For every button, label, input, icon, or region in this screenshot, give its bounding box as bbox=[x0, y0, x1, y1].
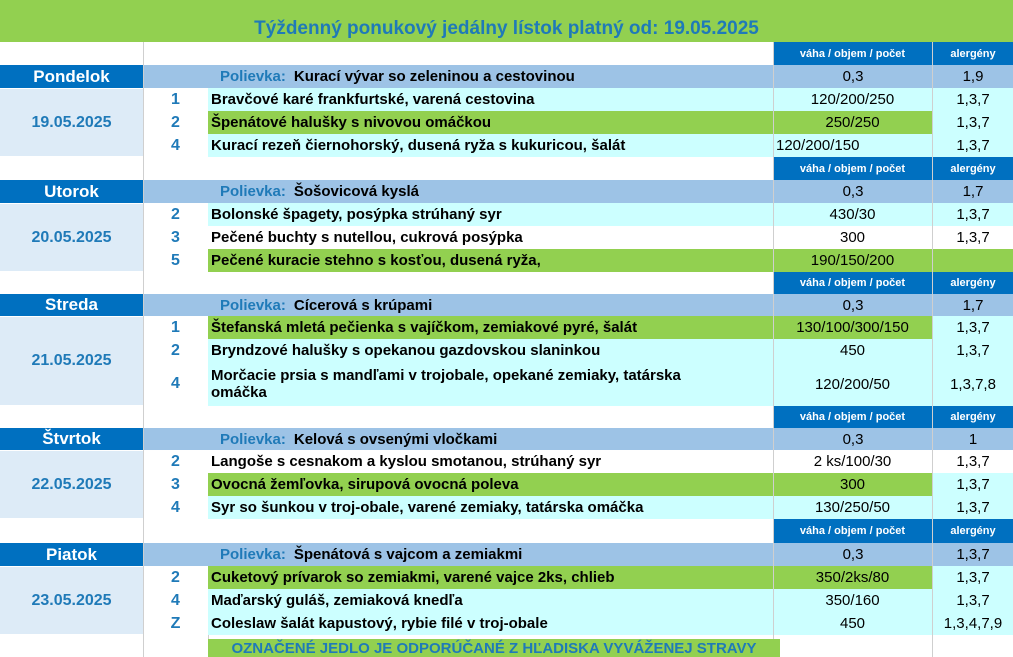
header-spacer bbox=[0, 406, 773, 428]
header-weight: váha / objem / počet bbox=[773, 272, 932, 294]
soup-cell bbox=[143, 428, 773, 450]
dish-name: Pečené kuracie stehno s kosťou, dusená ryža, bbox=[208, 249, 773, 272]
dish-name: Bolonské špagety, posýpka strúhaný syr bbox=[208, 203, 773, 226]
dish-allergens: 1,3,7 bbox=[933, 566, 1013, 589]
dish-number: 1 bbox=[143, 88, 208, 111]
dish-weight: 300 bbox=[773, 473, 932, 496]
header-weight: váha / objem / počet bbox=[773, 157, 932, 180]
header-weight: váha / objem / počet bbox=[773, 42, 932, 65]
column-header-row bbox=[0, 42, 1013, 65]
header-weight: váha / objem / počet bbox=[773, 519, 932, 543]
column-header-row bbox=[0, 519, 1013, 543]
dish-weight: 2 ks/100/30 bbox=[773, 450, 932, 473]
dish-number: 4 bbox=[143, 589, 208, 612]
soup-name: Cícerová s krúpami bbox=[293, 296, 433, 314]
dish-name: Coleslaw šalát kapustový, rybie filé v troj-obale bbox=[208, 612, 773, 635]
dish-name: Bryndzové halušky s opekanou gazdovskou slaninkou bbox=[208, 339, 773, 362]
soup-row bbox=[0, 428, 1013, 450]
dish-allergens: 1,3,7 bbox=[933, 111, 1013, 134]
soup-name: Špenátová s vajcom a zemiakmi bbox=[293, 546, 523, 563]
day-name: Pondelok bbox=[0, 65, 143, 88]
column-header-row bbox=[0, 406, 1013, 428]
dish-row bbox=[0, 226, 1013, 249]
header-spacer bbox=[0, 519, 773, 543]
soup-label: Polievka: bbox=[220, 68, 286, 85]
soup-row bbox=[0, 180, 1013, 203]
day-name: Piatok bbox=[0, 543, 143, 566]
grid-line bbox=[773, 42, 774, 657]
soup-label: Polievka: bbox=[220, 183, 286, 200]
dish-allergens: 1,3,7 bbox=[933, 450, 1013, 473]
dish-number: 4 bbox=[143, 362, 208, 406]
header-allergens: alergény bbox=[933, 519, 1013, 543]
dish-weight: 130/100/300/150 bbox=[773, 316, 932, 339]
dish-number: 4 bbox=[143, 496, 208, 519]
dish-allergens: 1,3,7 bbox=[933, 339, 1013, 362]
dish-row bbox=[0, 473, 1013, 496]
dish-name: Maďarský guláš, zemiaková knedľa bbox=[208, 589, 773, 612]
header-weight: váha / objem / počet bbox=[773, 406, 932, 428]
dish-name: Ovocná žemľovka, sirupová ovocná poleva bbox=[208, 473, 773, 496]
dish-row bbox=[0, 111, 1013, 134]
soup-row bbox=[0, 543, 1013, 566]
soup-weight: 0,3 bbox=[774, 543, 932, 566]
dish-number: 3 bbox=[143, 473, 208, 496]
header-allergens: alergény bbox=[933, 157, 1013, 180]
soup-label: Polievka: bbox=[220, 296, 286, 314]
dish-name-line2: omáčka bbox=[211, 384, 267, 401]
dish-weight: 430/30 bbox=[773, 203, 932, 226]
dish-allergens: 1,3,7 bbox=[933, 473, 1013, 496]
dish-name-line1: Morčacie prsia s mandľami v trojobale, opekané zemiaky, tatárska bbox=[211, 367, 681, 384]
header-allergens: alergény bbox=[933, 42, 1013, 65]
day-date: 23.05.2025 bbox=[0, 566, 143, 635]
dish-name: Langoše s cesnakom a kyslou smotanou, strúhaný syr bbox=[208, 450, 773, 473]
header-spacer bbox=[0, 42, 773, 65]
soup-cell bbox=[143, 180, 773, 203]
dish-number: 2 bbox=[143, 203, 208, 226]
dish-weight: 350/160 bbox=[773, 589, 932, 612]
dish-allergens: 1,3,7 bbox=[933, 496, 1013, 519]
soup-name: Kurací vývar so zeleninou a cestovinou bbox=[293, 68, 575, 85]
dish-allergens: 1,3,7 bbox=[933, 589, 1013, 612]
soup-label: Polievka: bbox=[220, 546, 286, 563]
dish-number: 5 bbox=[143, 249, 208, 272]
grid-line bbox=[932, 42, 933, 657]
soup-row bbox=[0, 65, 1013, 88]
dish-row bbox=[0, 249, 1013, 272]
soup-label: Polievka: bbox=[220, 430, 286, 448]
header-allergens: alergény bbox=[933, 272, 1013, 294]
dish-number: 4 bbox=[143, 134, 208, 157]
dish-number: 3 bbox=[143, 226, 208, 249]
dish-row bbox=[0, 362, 1013, 406]
soup-cell bbox=[143, 294, 773, 316]
soup-name: Šošovicová kyslá bbox=[293, 183, 419, 200]
day-name: Štvrtok bbox=[0, 428, 143, 450]
dish-weight: 120/200/150 bbox=[773, 134, 932, 157]
dish-weight: 450 bbox=[773, 339, 932, 362]
dish-name: Štefanská mletá pečienka s vajíčkom, zemiakové pyré, šalát bbox=[208, 316, 773, 339]
dish-number: 2 bbox=[143, 450, 208, 473]
dish-name: Syr so šunkou v troj-obale, varené zemiaky, tatárska omáčka bbox=[208, 496, 773, 519]
day-name: Streda bbox=[0, 294, 143, 316]
dish-weight: 190/150/200 bbox=[773, 249, 932, 272]
dish-row bbox=[0, 203, 1013, 226]
footer-note: OZNAČENÉ JEDLO JE ODPORÚČANÉ Z HĽADISKA VYVÁŽENEJ STRAVY bbox=[208, 639, 780, 657]
dish-name: Cuketový prívarok so zemiakmi, varené vajce 2ks, chlieb bbox=[208, 566, 773, 589]
soup-row bbox=[0, 294, 1013, 316]
dish-row bbox=[0, 88, 1013, 111]
day-date: 22.05.2025 bbox=[0, 450, 143, 519]
dish-weight: 250/250 bbox=[773, 111, 932, 134]
grid-line bbox=[143, 42, 144, 657]
dish-allergens: 1,3,7 bbox=[933, 203, 1013, 226]
dish-allergens: 1,3,7 bbox=[933, 316, 1013, 339]
day-date: 20.05.2025 bbox=[0, 203, 143, 272]
dish-name: Pečené buchty s nutellou, cukrová posýpka bbox=[208, 226, 773, 249]
dish-number: 2 bbox=[143, 111, 208, 134]
dish-allergens: 1,3,7 bbox=[933, 88, 1013, 111]
soup-cell bbox=[143, 65, 773, 88]
soup-allergens: 1 bbox=[933, 428, 1013, 450]
day-date: 19.05.2025 bbox=[0, 88, 143, 157]
dish-row bbox=[0, 134, 1013, 157]
dish-allergens: 1,3,4,7,9 bbox=[933, 612, 1013, 635]
dish-row bbox=[0, 589, 1013, 612]
dish-name bbox=[208, 362, 773, 406]
soup-weight: 0,3 bbox=[774, 180, 932, 203]
day-name: Utorok bbox=[0, 180, 143, 203]
dish-allergens: 1,3,7 bbox=[933, 134, 1013, 157]
soup-allergens: 1,9 bbox=[933, 65, 1013, 88]
dish-weight: 130/250/50 bbox=[773, 496, 932, 519]
dish-name: Kurací rezeň čiernohorský, dusená ryža s kukuricou, šalát bbox=[208, 134, 773, 157]
dish-row bbox=[0, 612, 1013, 635]
soup-name: Kelová s ovsenými vločkami bbox=[293, 430, 498, 448]
dish-row bbox=[0, 339, 1013, 362]
soup-allergens: 1,7 bbox=[933, 294, 1013, 316]
dish-name: Špenátové halušky s nivovou omáčkou bbox=[208, 111, 773, 134]
dish-weight: 300 bbox=[773, 226, 932, 249]
soup-weight: 0,3 bbox=[774, 294, 932, 316]
dish-weight: 120/200/250 bbox=[773, 88, 932, 111]
dish-weight: 450 bbox=[773, 612, 932, 635]
menu-title: Týždenný ponukový jedálny lístok platný od: 19.05.2025 bbox=[0, 0, 1013, 42]
dish-row bbox=[0, 450, 1013, 473]
dish-number: 2 bbox=[143, 566, 208, 589]
soup-allergens: 1,3,7 bbox=[933, 543, 1013, 566]
header-spacer bbox=[0, 157, 773, 180]
dish-row bbox=[0, 496, 1013, 519]
dish-name: Bravčové karé frankfurtské, varená cestovina bbox=[208, 88, 773, 111]
header-spacer bbox=[0, 272, 773, 294]
dish-number: 1 bbox=[143, 316, 208, 339]
dish-allergens bbox=[933, 249, 1013, 272]
dish-number: Z bbox=[143, 612, 208, 635]
column-header-row bbox=[0, 157, 1013, 180]
day-date: 21.05.2025 bbox=[0, 316, 143, 406]
dish-weight: 120/200/50 bbox=[773, 362, 932, 406]
soup-weight: 0,3 bbox=[774, 428, 932, 450]
soup-weight: 0,3 bbox=[774, 65, 932, 88]
dish-row bbox=[0, 566, 1013, 589]
dish-allergens: 1,3,7 bbox=[933, 226, 1013, 249]
dish-row bbox=[0, 316, 1013, 339]
soup-cell bbox=[143, 543, 773, 566]
column-header-row bbox=[0, 272, 1013, 294]
header-allergens: alergény bbox=[933, 406, 1013, 428]
soup-allergens: 1,7 bbox=[933, 180, 1013, 203]
dish-number: 2 bbox=[143, 339, 208, 362]
dish-allergens: 1,3,7,8 bbox=[933, 362, 1013, 406]
dish-weight: 350/2ks/80 bbox=[773, 566, 932, 589]
